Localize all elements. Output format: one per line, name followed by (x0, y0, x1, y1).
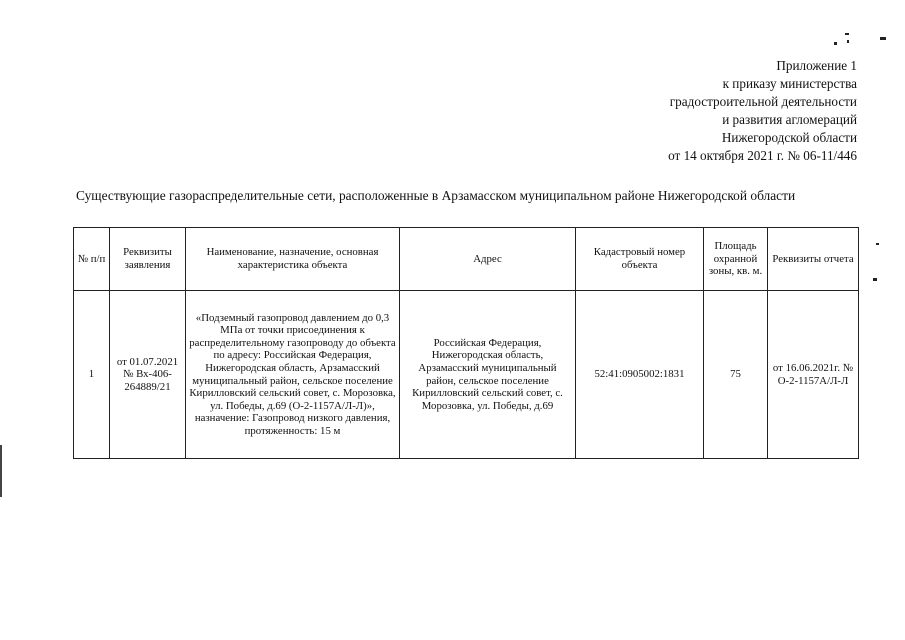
appendix-line: от 14 октября 2021 г. № 06-11/446 (668, 148, 857, 163)
scan-speck (880, 37, 886, 40)
scan-speck (876, 243, 879, 245)
appendix-line: Приложение 1 (776, 58, 857, 73)
table-row (74, 291, 859, 459)
document-title: Существующие газораспределительные сети, расположенные в Арзамасском муниципальном районе Нижегородской области (76, 188, 796, 203)
cell-cadastral: 52:41:0905002:1831 (576, 291, 704, 459)
table-header-row (74, 228, 859, 291)
appendix-line: к приказу министерства (722, 76, 857, 91)
cell-number: 1 (74, 291, 110, 459)
appendix-line: градостроительной деятельности (669, 94, 857, 109)
cell-area: 75 (704, 291, 768, 459)
header-object: Наименование, назначение, основная характеристика объекта (186, 228, 400, 291)
header-cadastral: Кадастровый номер объекта (576, 228, 704, 291)
header-number: № п/п (74, 228, 110, 291)
gas-network-table (73, 227, 859, 459)
appendix-line: Нижегородской области (721, 130, 857, 145)
cell-address: Российская Федерация, Нижегородская область, Арзамасский муниципальный район, сельское поселение Кирилловский сельский совет, с. Морозовка, ул. Победы, д.69 (400, 291, 576, 459)
cell-report: от 16.06.2021г. № О-2-1157А/Л-Л (768, 291, 859, 459)
scan-speck (873, 278, 877, 281)
scan-edge-line (0, 445, 2, 497)
appendix-block (668, 57, 857, 165)
scan-speck (834, 42, 837, 45)
header-report: Реквизиты отчета (768, 228, 859, 291)
appendix-line: и развития агломераций (722, 112, 857, 127)
header-area: Площадь охранной зоны, кв. м. (704, 228, 768, 291)
scan-speck (845, 33, 849, 35)
header-request: Реквизиты заявления (110, 228, 186, 291)
header-address: Адрес (400, 228, 576, 291)
cell-object: «Подземный газопровод давлением до 0,3 МПа от точки присоединения к распределительному газопроводу до объекта по адресу: Российская Федерация, Нижегородская область, Арзамасский муниципальный район, сельское поселение Кирилловский сельский совет, с. Морозовка, ул. Победы, д.69 (О-2-1157А/Л-Л)», назначение: Газопровод низкого давления, протяженность: 15 м (186, 291, 400, 459)
scan-speck (847, 40, 849, 43)
cell-request: от 01.07.2021 № Вх-406-264889/21 (110, 291, 186, 459)
